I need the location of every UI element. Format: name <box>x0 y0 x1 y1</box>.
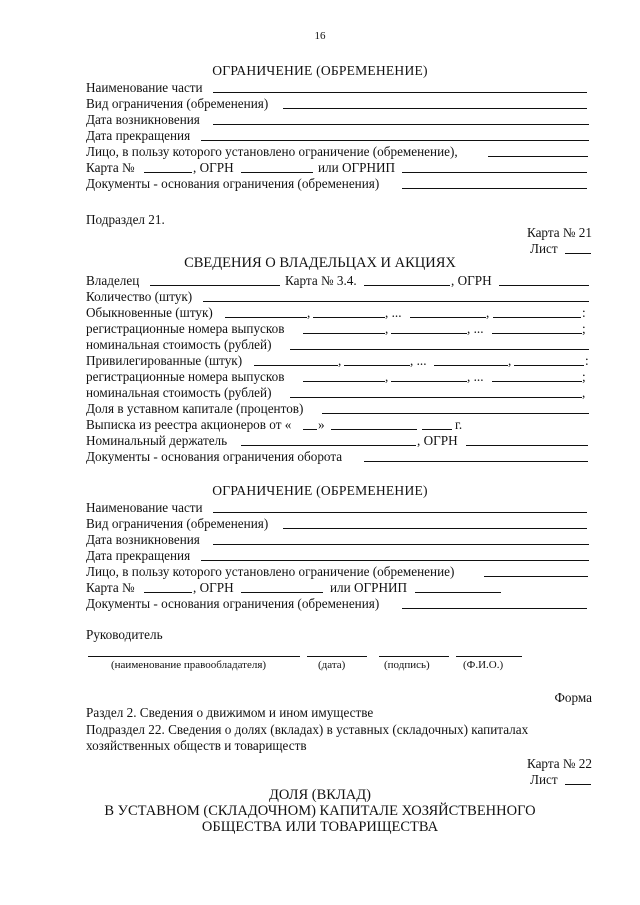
b2-card-label: Карта № <box>86 580 135 595</box>
extract-label: Выписка из реестра акционеров от « <box>86 417 292 432</box>
b2-ogrn-field[interactable] <box>241 592 323 593</box>
quantity-field[interactable] <box>203 301 589 302</box>
b2-ogrn-label: , ОГРН <box>193 580 234 595</box>
date-caption: (дата) <box>318 659 346 671</box>
nominal2-comma: , <box>582 385 586 400</box>
reg-numbers-field-1[interactable] <box>303 333 385 334</box>
reg-numbers-dots: , ... <box>467 321 484 336</box>
extract-month-field[interactable] <box>331 429 417 430</box>
nominee-label: Номинальный держатель <box>86 433 228 448</box>
quantity-label: Количество (штук) <box>86 289 193 304</box>
final-title-line1: ДОЛЯ (ВКЛАД) <box>269 787 371 803</box>
rightholder-name-field[interactable] <box>88 656 300 657</box>
block1-title: ОГРАНИЧЕНИЕ (ОБРЕМЕНЕНИЕ) <box>212 63 428 78</box>
b2-start-date-label: Дата возникновения <box>86 532 200 547</box>
head-label: Руководитель <box>86 627 163 642</box>
b1-restriction-type-label: Вид ограничения (обременения) <box>86 96 269 111</box>
owner-label: Владелец <box>86 273 140 288</box>
b2-ogrnip-label: или ОГРНИП <box>330 580 408 595</box>
ordinary-field-1[interactable] <box>225 317 307 318</box>
b1-part-name-label: Наименование части <box>86 80 203 95</box>
b1-documents-label: Документы - основания ограничения (обременения) <box>86 176 380 191</box>
final-title-line3: ОБЩЕСТВА ИЛИ ТОВАРИЩЕСТВА <box>201 819 439 835</box>
b1-documents-field[interactable] <box>402 188 587 189</box>
block2-title: ОГРАНИЧЕНИЕ (ОБРЕМЕНЕНИЕ) <box>212 483 428 498</box>
reg-numbers2-dots: , ... <box>467 369 484 384</box>
card34-field[interactable] <box>364 285 450 286</box>
b1-ogrnip-label: или ОГРНИП <box>318 160 396 175</box>
b1-restriction-type-field[interactable] <box>283 108 587 109</box>
reg-numbers-label: регистрационные номера выпусков <box>86 321 285 336</box>
reg-numbers2-field-1[interactable] <box>303 381 385 382</box>
charter-share-label: Доля в уставном капитале (процентов) <box>86 401 304 416</box>
subsection21-label: Подраздел 21. <box>86 212 165 227</box>
card34-label: Карта № 3.4. <box>285 273 357 288</box>
b1-beneficiary-label: Лицо, в пользу которого установлено ограничение (обременение), <box>86 144 458 159</box>
reg-numbers2-semicolon: ; <box>582 369 586 384</box>
fio-caption: (Ф.И.О.) <box>463 659 504 671</box>
b2-ogrnip-field[interactable] <box>415 592 501 593</box>
sheet22-label: Лист <box>530 772 558 787</box>
ordinary-dots: , ... <box>385 305 402 320</box>
extract-year-label: г. <box>455 417 463 432</box>
b1-card-label: Карта № <box>86 160 135 175</box>
sheet21-label: Лист <box>530 241 558 256</box>
b2-documents-field[interactable] <box>402 608 587 609</box>
b1-ogrn-label: , ОГРН <box>193 160 234 175</box>
ordinary-label: Обыкновенные (штук) <box>86 305 213 320</box>
reg-numbers-comma: , <box>385 321 389 336</box>
b2-end-date-field[interactable] <box>201 560 589 561</box>
preferred-field-1[interactable] <box>254 365 338 366</box>
b1-ogrnip-field[interactable] <box>402 172 587 173</box>
b1-part-name-field[interactable] <box>213 92 587 93</box>
b1-end-date-label: Дата прекращения <box>86 128 191 143</box>
nominal-label: номинальная стоимость (рублей) <box>86 337 272 352</box>
turnover-docs-label: Документы - основания ограничения оборота <box>86 449 343 464</box>
subsection22-line2: хозяйственных обществ и товариществ <box>86 738 307 753</box>
b2-end-date-label: Дата прекращения <box>86 548 191 563</box>
nominee-field[interactable] <box>241 445 416 446</box>
reg-numbers2-field-2[interactable] <box>391 381 467 382</box>
reg-numbers-semicolon: ; <box>582 321 586 336</box>
nominal2-label: номинальная стоимость (рублей) <box>86 385 272 400</box>
sheet22-field[interactable] <box>565 784 591 785</box>
page-number: 16 <box>314 30 326 42</box>
preferred-comma: , <box>338 353 342 368</box>
nominal-field[interactable] <box>290 349 589 350</box>
rightholder-name-caption: (наименование правообладателя) <box>111 659 267 671</box>
b2-restriction-type-label: Вид ограничения (обременения) <box>86 516 269 531</box>
b2-start-date-field[interactable] <box>213 544 589 545</box>
subsection22-line1: Подраздел 22. Сведения о долях (вкладах) в уставных (складочных) капиталах <box>86 722 529 737</box>
nominee-ogrn-field[interactable] <box>466 445 588 446</box>
b1-beneficiary-field[interactable] <box>488 156 588 157</box>
b2-card-field[interactable] <box>144 592 192 593</box>
b1-ogrn-field[interactable] <box>241 172 313 173</box>
card21-label: Карта № 21 <box>526 225 592 240</box>
reg-numbers2-comma: , <box>385 369 389 384</box>
card22-label: Карта № 22 <box>526 756 592 771</box>
extract-year-field[interactable] <box>422 429 452 430</box>
section2-title: Раздел 2. Сведения о движимом и ином имуществе <box>86 705 374 720</box>
signature-field[interactable] <box>379 656 449 657</box>
b2-part-name-label: Наименование части <box>86 500 203 515</box>
nominee-ogrn-label: , ОГРН <box>417 433 458 448</box>
ordinary-field-3[interactable] <box>410 317 486 318</box>
ordinary-field-2[interactable] <box>313 317 385 318</box>
preferred-comma-2: , <box>508 353 512 368</box>
form-label: Форма <box>554 690 592 705</box>
owner-ogrn-label: , ОГРН <box>451 273 492 288</box>
nominal2-field[interactable] <box>290 397 582 398</box>
ordinary-field-4[interactable] <box>493 317 581 318</box>
ordinary-colon: : <box>582 305 586 320</box>
ordinary-comma: , <box>307 305 311 320</box>
preferred-field-4[interactable] <box>514 365 584 366</box>
owner-field[interactable] <box>150 285 280 286</box>
reg-numbers-field-3[interactable] <box>492 333 582 334</box>
b1-end-date-field[interactable] <box>201 140 589 141</box>
sheet21-field[interactable] <box>565 253 591 254</box>
ordinary-comma-2: , <box>486 305 490 320</box>
preferred-label: Привилегированные (штук) <box>86 353 243 368</box>
signature-caption: (подпись) <box>384 659 430 671</box>
b1-card-field[interactable] <box>144 172 192 173</box>
b1-start-date-label: Дата возникновения <box>86 112 200 127</box>
preferred-dots: , ... <box>410 353 427 368</box>
charter-share-field[interactable] <box>322 413 589 414</box>
turnover-docs-field[interactable] <box>364 461 588 462</box>
preferred-colon: : <box>585 353 589 368</box>
reg-numbers2-label: регистрационные номера выпусков <box>86 369 285 384</box>
b2-beneficiary-label: Лицо, в пользу которого установлено ограничение (обременение) <box>86 564 455 579</box>
owner-ogrn-field[interactable] <box>499 285 589 286</box>
b2-documents-label: Документы - основания ограничения (обременения) <box>86 596 380 611</box>
preferred-field-3[interactable] <box>434 365 508 366</box>
b2-restriction-type-field[interactable] <box>283 528 587 529</box>
final-title-line2: В УСТАВНОМ (СКЛАДОЧНОМ) КАПИТАЛЕ ХОЗЯЙСТВЕННОГО <box>104 803 536 819</box>
reg-numbers2-field-3[interactable] <box>492 381 582 382</box>
reg-numbers-field-2[interactable] <box>391 333 467 334</box>
b2-beneficiary-field[interactable] <box>484 576 588 577</box>
extract-close-quote: » <box>318 417 325 432</box>
b1-start-date-field[interactable] <box>213 124 589 125</box>
fio-field[interactable] <box>456 656 522 657</box>
b2-part-name-field[interactable] <box>213 512 587 513</box>
preferred-field-2[interactable] <box>344 365 410 366</box>
owners-shares-title: СВЕДЕНИЯ О ВЛАДЕЛЬЦАХ И АКЦИЯХ <box>184 255 456 271</box>
date-field[interactable] <box>307 656 367 657</box>
extract-day-field[interactable] <box>303 429 317 430</box>
